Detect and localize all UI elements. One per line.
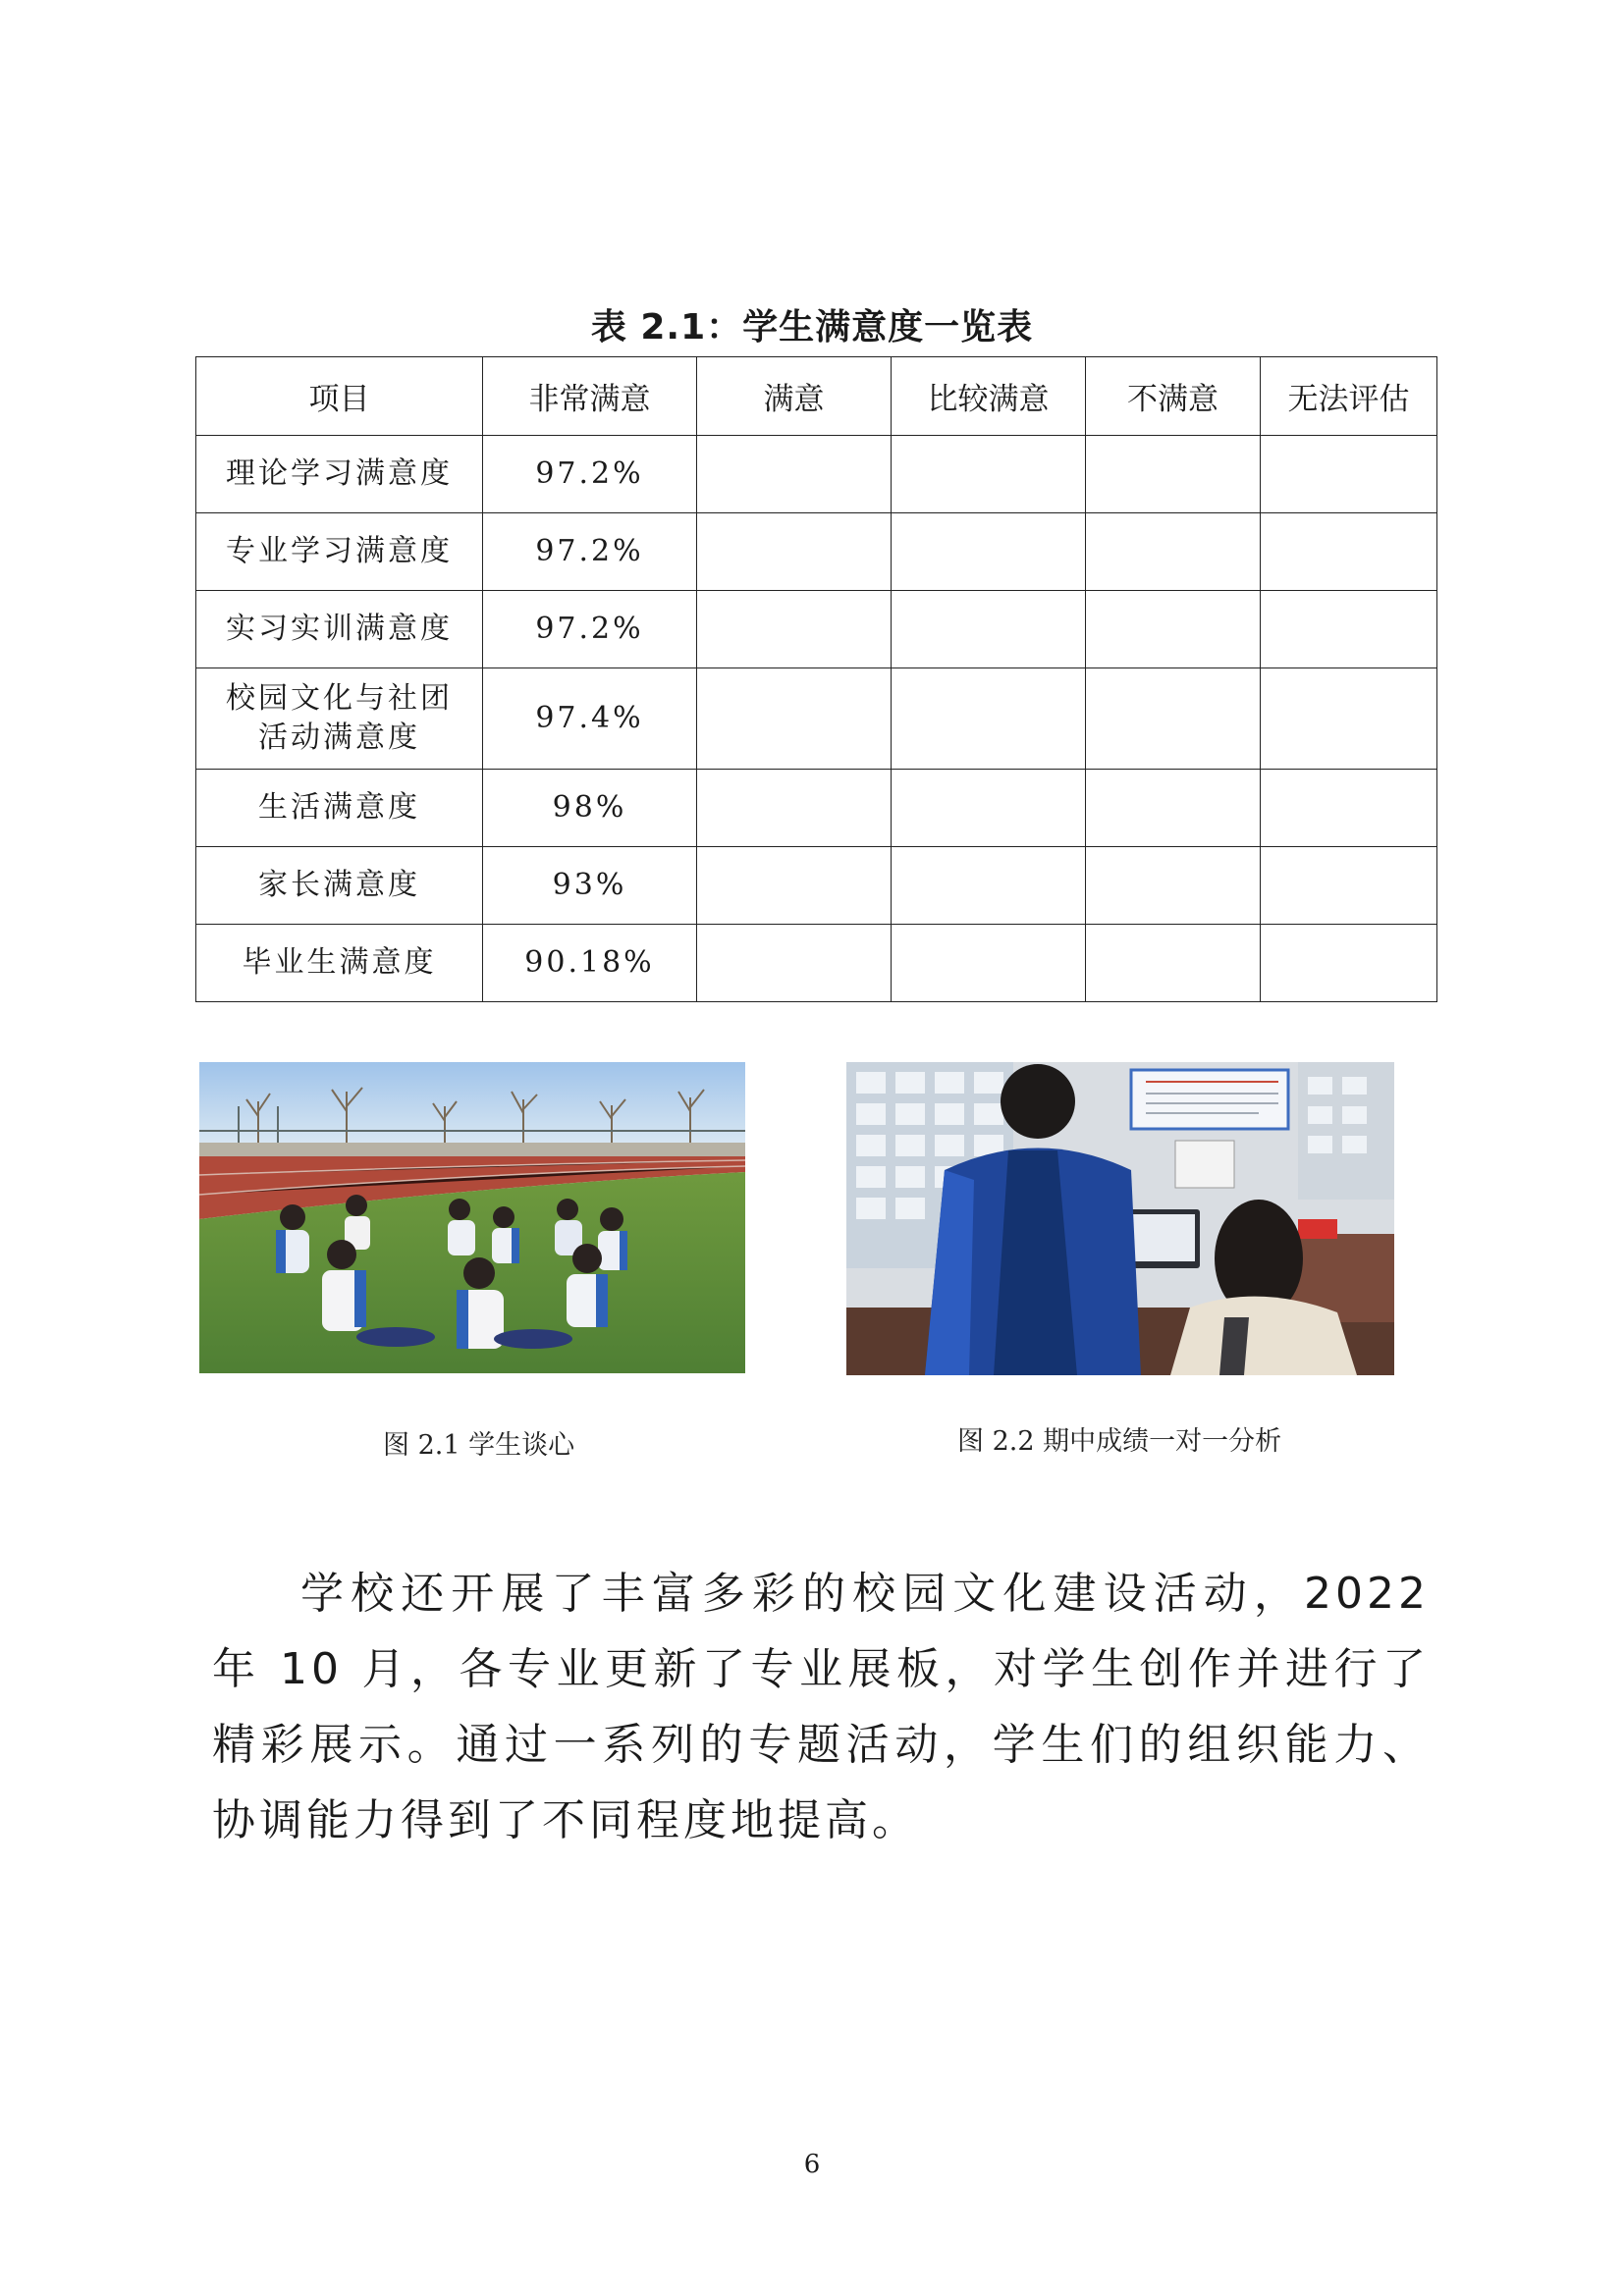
photo-student-talk	[199, 1062, 745, 1373]
body-paragraph: 学校还开展了丰富多彩的校园文化建设活动，2022 年 10 月，各专业更新了专业展板，对学生创作并进行了精彩展示。通过一系列的专题活动，学生们的组织能力、协调能力得到了不同程度地提高。	[212, 1569, 1430, 1845]
header-very-satisfied: 非常满意	[483, 357, 697, 436]
header-cannot-evaluate: 无法评估	[1261, 357, 1437, 436]
cell-item	[196, 668, 483, 770]
cell-item: 专业学习满意度	[196, 513, 483, 591]
page-number: 6	[803, 2150, 821, 2179]
cell-satisfied	[697, 436, 892, 513]
satisfaction-table	[195, 356, 1437, 1002]
cell-item: 毕业生满意度	[196, 925, 483, 1002]
cell-cannot-evaluate	[1261, 591, 1437, 668]
cell-very-satisfied: 97.2%	[483, 591, 697, 668]
cell-satisfied	[697, 668, 892, 770]
cell-fairly-satisfied	[892, 847, 1086, 925]
cell-fairly-satisfied	[892, 925, 1086, 1002]
cell-cannot-evaluate	[1261, 925, 1437, 1002]
cell-unsatisfied	[1086, 668, 1261, 770]
cell-fairly-satisfied	[892, 770, 1086, 847]
cell-cannot-evaluate	[1261, 847, 1437, 925]
cell-unsatisfied	[1086, 770, 1261, 847]
cell-very-satisfied: 97.4%	[483, 668, 697, 770]
cell-satisfied	[697, 925, 892, 1002]
cell-very-satisfied: 98%	[483, 770, 697, 847]
cell-fairly-satisfied	[892, 513, 1086, 591]
table-row	[196, 591, 1437, 668]
cell-satisfied	[697, 513, 892, 591]
table-title: 表 2.1：学生满意度一览表	[590, 307, 1034, 347]
photo-grade-analysis-image	[846, 1062, 1394, 1375]
cell-fairly-satisfied	[892, 436, 1086, 513]
figure-caption-2: 图 2.2 期中成绩一对一分析	[957, 1426, 1282, 1457]
cell-fairly-satisfied	[892, 591, 1086, 668]
table-header-row	[196, 357, 1437, 436]
cell-item-line: 活动满意度	[258, 721, 420, 755]
cell-item-line: 校园文化与社团	[226, 681, 453, 716]
table-row	[196, 513, 1437, 591]
cell-unsatisfied	[1086, 591, 1261, 668]
table-row	[196, 925, 1437, 1002]
cell-very-satisfied: 90.18%	[483, 925, 697, 1002]
cell-satisfied	[697, 591, 892, 668]
cell-very-satisfied: 97.2%	[483, 436, 697, 513]
table-row	[196, 436, 1437, 513]
table-row	[196, 847, 1437, 925]
cell-satisfied	[697, 770, 892, 847]
cell-item: 实习实训满意度	[196, 591, 483, 668]
cell-unsatisfied	[1086, 436, 1261, 513]
photo-grade-analysis	[846, 1062, 1394, 1375]
header-satisfied: 满意	[697, 357, 892, 436]
header-item: 项目	[196, 357, 483, 436]
cell-cannot-evaluate	[1261, 668, 1437, 770]
table-row	[196, 770, 1437, 847]
header-unsatisfied: 不满意	[1086, 357, 1261, 436]
cell-very-satisfied: 97.2%	[483, 513, 697, 591]
cell-cannot-evaluate	[1261, 513, 1437, 591]
figure-caption-1: 图 2.1 学生谈心	[383, 1430, 575, 1461]
cell-very-satisfied: 93%	[483, 847, 697, 925]
cell-unsatisfied	[1086, 925, 1261, 1002]
cell-item: 理论学习满意度	[196, 436, 483, 513]
photo-student-talk-image	[199, 1062, 745, 1373]
cell-fairly-satisfied	[892, 668, 1086, 770]
header-fairly-satisfied: 比较满意	[892, 357, 1086, 436]
table-row	[196, 668, 1437, 770]
cell-cannot-evaluate	[1261, 770, 1437, 847]
cell-item: 家长满意度	[196, 847, 483, 925]
cell-unsatisfied	[1086, 513, 1261, 591]
cell-unsatisfied	[1086, 847, 1261, 925]
cell-satisfied	[697, 847, 892, 925]
cell-cannot-evaluate	[1261, 436, 1437, 513]
cell-item: 生活满意度	[196, 770, 483, 847]
